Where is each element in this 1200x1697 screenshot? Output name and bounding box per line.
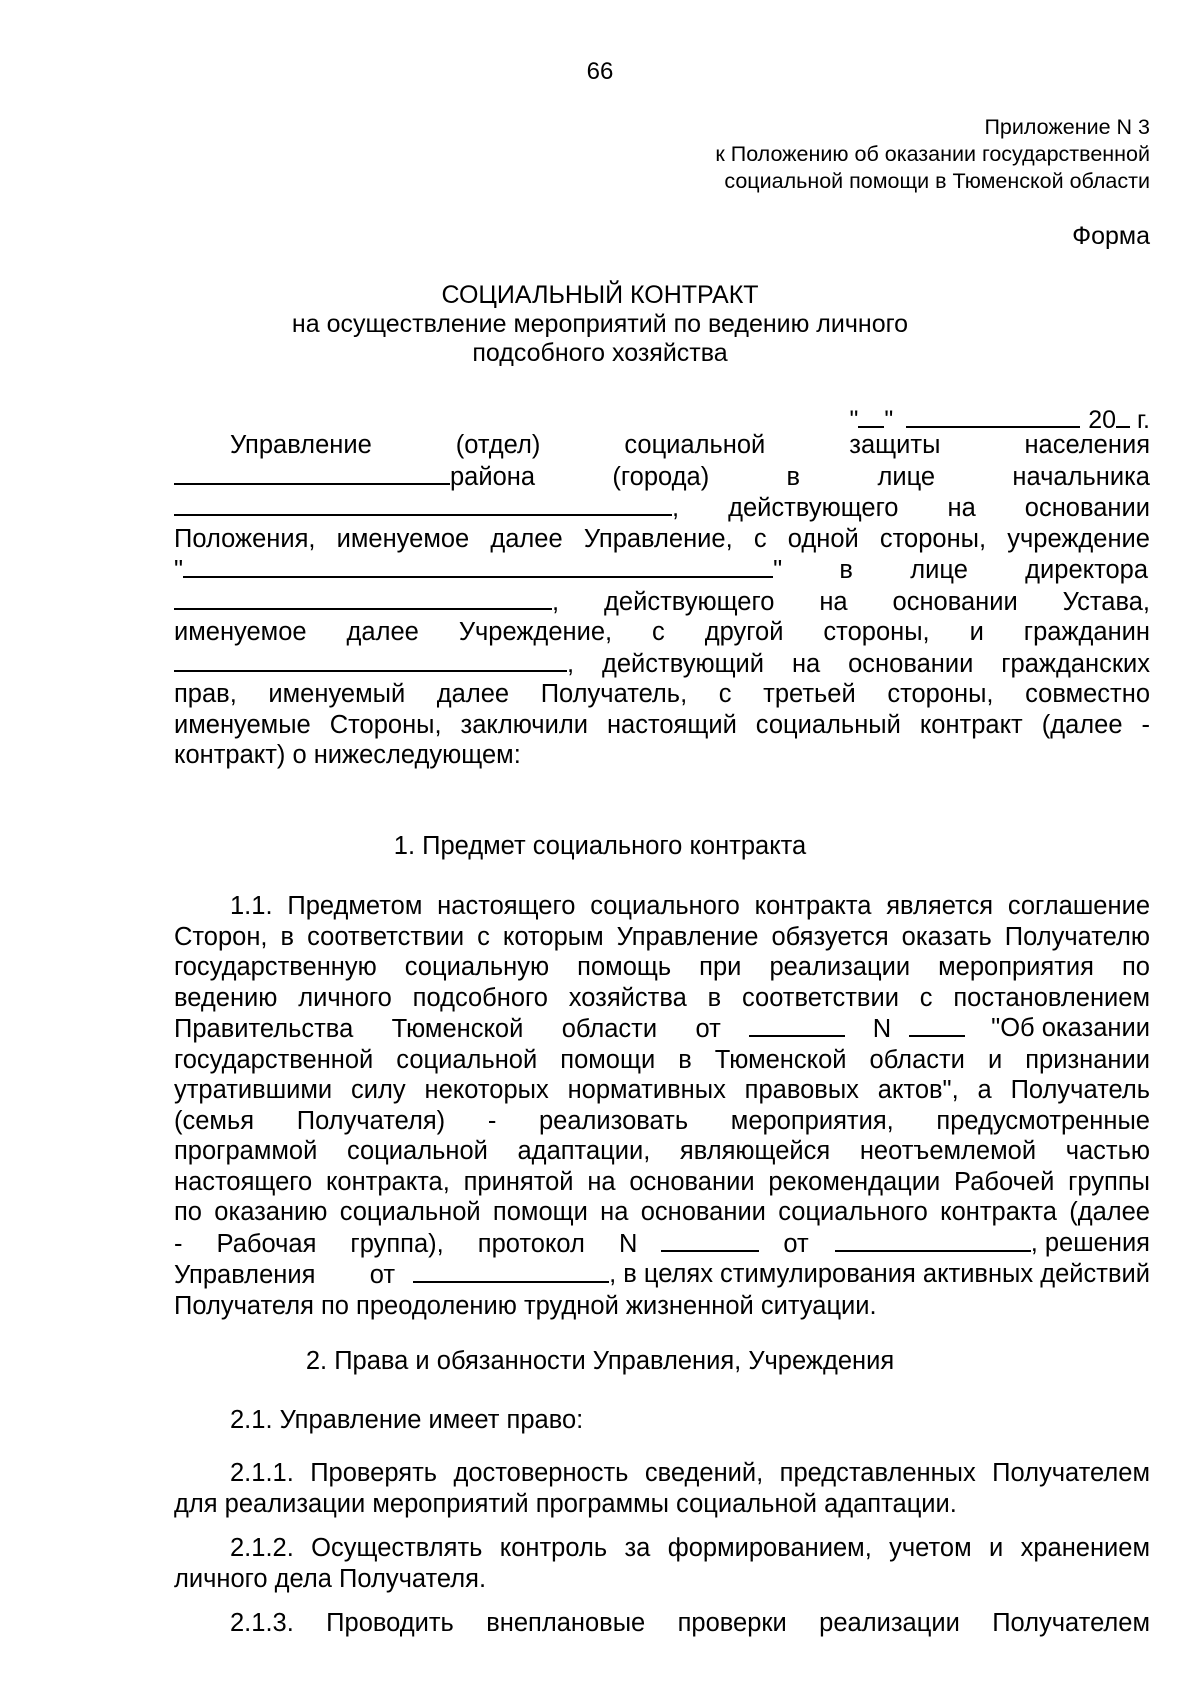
month-blank	[906, 404, 1080, 428]
section-2-1-2-paragraph: 2.1.2. Осуществлять контроль за формированием, учетом и хранением личного дела Получателя.	[174, 1534, 1150, 1593]
director-name-blank	[174, 586, 552, 610]
title-line-1: СОЦИАЛЬНЫЙ КОНТРАКТ	[441, 281, 759, 309]
citizen-name-blank	[174, 648, 567, 672]
section-1-1-paragraph: 1.1. Предметом настоящего социального контракта является соглашение Сторон, в соответствии с которым Управление обязуется оказать Получателю государственную социальную помощь при реализации мероприятия по ведению личного подсобного хозяйства в соответствии с постановлением Правительства Тюменской области от N "Об оказании государственной социальной помощи в Тюменской области и признании утратившими силу некоторых нормативных правовых актов", а Получатель (семья Получателя) - реализовать мероприятия, предусмотренные программой социальной адаптации, являющейся неотъемлемой частью настоящего контракта, принятой на основании рекомендации Рабочей группы по оказанию социальной помощи на основании социального контракта (далее - Рабочая группа), протокол N от , решения Управления от , в целях стимулирования активных действий Получателя по преодолению трудной жизненной ситуации.	[174, 892, 1150, 1320]
head-name-blank	[174, 492, 672, 516]
appendix-header	[715, 114, 1150, 195]
section-2-1-3-paragraph: 2.1.3. Проводить внеплановые проверки реализации Получателем	[230, 1609, 1150, 1637]
decision-date-blank	[413, 1259, 609, 1283]
title-line-2: на осуществление мероприятий по ведению личного	[291, 310, 909, 338]
section-1-heading: 1. Предмет социального контракта	[393, 832, 807, 860]
date-line: " " 20 г.	[849, 406, 1150, 434]
resolution-date-blank	[749, 1013, 845, 1037]
protocol-date-blank	[835, 1228, 1031, 1252]
section-2-1-1-paragraph: 2.1.1. Проверять достоверность сведений, представленных Получателем для реализации мероприятий программы социальной адаптации.	[174, 1459, 1150, 1518]
appendix-line-2: к Положению об оказании государственной	[715, 142, 1150, 166]
section-2-1-paragraph: 2.1. Управление имеет право:	[230, 1406, 584, 1434]
document-title	[0, 281, 1200, 368]
appendix-line-3: социальной помощи в Тюменской области	[724, 169, 1150, 193]
resolution-number-blank	[909, 1013, 965, 1037]
appendix-line-1: Приложение N 3	[984, 115, 1150, 139]
protocol-number-blank	[661, 1228, 759, 1252]
form-label: Форма	[1072, 222, 1150, 250]
preamble-paragraph: Управление (отдел) социальной защиты населения района (города) в лице начальника , действующего на основании Положения, именуемое далее Управление, с одной стороны, учреждение " " в лице директора , действующего на основании Устава, именуемое далее Учреждение, с другой стороны, и гражданин , действующий на основании гражданских прав, именуемый далее Получатель, с третьей стороны, совместно именуемые Стороны, заключили настоящий социальный контракт (далее - контракт) о нижеследующем:	[174, 431, 1150, 769]
section-2-heading: 2. Права и обязанности Управления, Учреждения	[305, 1347, 895, 1375]
year-blank	[1116, 404, 1130, 428]
title-line-3: подсобного хозяйства	[472, 339, 728, 367]
district-blank	[174, 461, 450, 485]
institution-blank	[183, 554, 773, 578]
day-blank	[858, 404, 884, 428]
page-number: 66	[586, 58, 614, 85]
